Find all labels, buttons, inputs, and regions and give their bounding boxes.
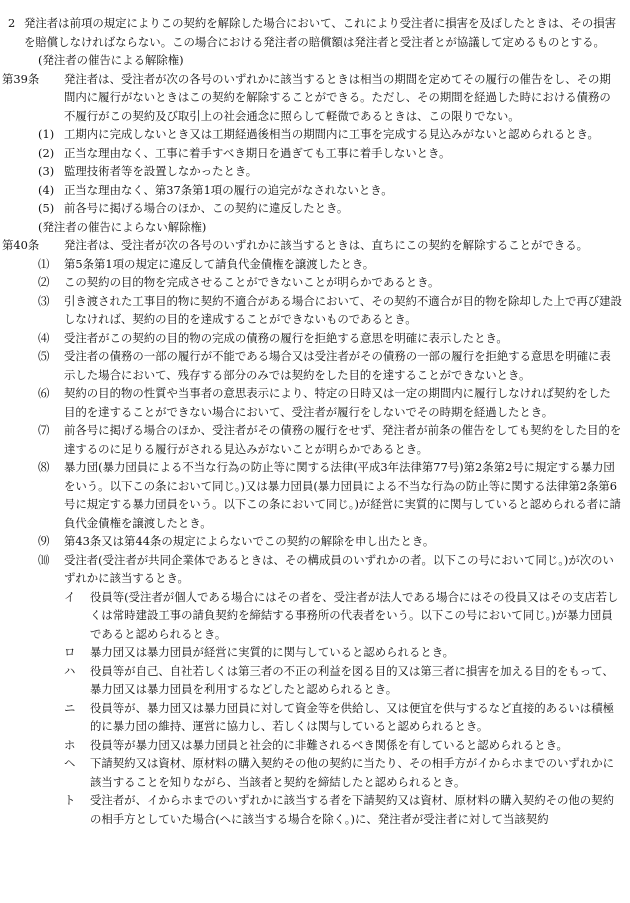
list-item [26, 384, 622, 421]
paragraph-number: 2 [8, 16, 16, 30]
article-number: 第39条 [2, 71, 40, 86]
list-item-text: 引き渡された工事目的物に契約不適合がある場合において、その契約不適合が目的物を除却した上で再び建設しなければ、契約の目的を達成することができないものであるとき。 [64, 293, 622, 326]
article-39-items [26, 125, 622, 218]
list-item-number: ⑼ [38, 534, 50, 548]
sub-item [26, 791, 622, 828]
list-item [26, 458, 622, 532]
list-item-number: ⑸ [38, 349, 50, 363]
sub-item-text: 暴力団又は暴力団員が経営に実質的に関与していると認められるとき。 [90, 645, 455, 659]
list-item-text: 正当な理由なく、第37条第1項の履行の追完がなされないとき。 [64, 182, 393, 197]
sub-item-text: 役員等(受注者が個人である場合にはその者を、受注者が法人である場合にはその役員又はその支店若しくは常時建設工事の請負契約を締結する事務所の代表者をいう。以下この号において同じ。)が暴力団員であると認められるとき。 [90, 589, 619, 641]
list-item [26, 125, 622, 144]
list-item [26, 329, 622, 348]
sub-item-text: 役員等が暴力団又は暴力団員と社会的に非難されるべき関係を有していると認められるとき。 [90, 737, 568, 752]
sub-item-number: イ [64, 589, 76, 604]
list-item [26, 181, 622, 200]
sub-item [26, 662, 622, 699]
list-item-text: 受注者がこの契約の目的物の完成の債務の履行を拒絶する意思を明確に表示したとき。 [64, 330, 508, 345]
list-item-number: (3) [38, 164, 55, 178]
sub-item [26, 754, 622, 791]
list-item-text: 工期内に完成しないとき又は工期経過後相当の期間内に工事を完成する見込みがないと認められるとき。 [64, 127, 599, 141]
list-item [26, 551, 622, 588]
list-item-text: 暴力団(暴力団員による不当な行為の防止等に関する法律(平成3年法律第77号)第2条第2号に規定する暴力団をいう。以下この条において同じ。)又は暴力団員(暴力団員による不当な行為の防止等に関する法律第2条第6号に規定する暴力団員をいう。以下この条において同じ。)が経営に実質的に関与していると認められる者に請負代金債権を譲渡したとき。 [64, 460, 621, 530]
list-item [26, 421, 622, 458]
article-40-subitems [26, 588, 622, 829]
list-item-text: 第5条第1項の規定に違反して請負代金債権を譲渡したとき。 [64, 256, 375, 271]
list-item-text: 前各号に掲げる場合のほか、この契約に違反したとき。 [64, 201, 349, 215]
list-item-text: 受注者(受注者が共同企業体であるときは、その構成員のいずれかの者。以下この号において同じ。)が次のいずれかに該当するとき。 [64, 552, 614, 585]
article-40-heading: (発注者の催告によらない解除権) [38, 219, 207, 234]
list-item-number: (1) [38, 127, 55, 141]
list-item-number: ⑴ [38, 256, 50, 271]
paragraph-text: 発注者は前項の規定によりこの契約を解除した場合において、これにより受注者に損害を及ぼしたときは、その損害を賠償しなければならない。この場合における発注者の賠償額は発注者と受注者とが協議して定めるものとする。 [24, 16, 617, 49]
article-40-items [26, 255, 622, 588]
sub-item [26, 643, 622, 662]
sub-item-number: ホ [64, 737, 76, 752]
sub-item-text: 受注者が、イからホまでのいずれかに該当する者を下請契約又は資材、原材料の購入契約その他の契約の相手方としていた場合(ヘに該当する場合を除く。)に、発注者が受注者に対して当該契約 [90, 793, 614, 826]
sub-item [26, 588, 622, 644]
article-40 [2, 236, 622, 255]
sub-item-text: 役員等が、暴力団又は暴力団員に対して資金等を供給し、又は便宜を供与するなど直接的あるいは積極的に暴力団の維持、運営に協力し、若しくは関与していると認められるとき。 [90, 700, 614, 733]
list-item [26, 199, 622, 218]
list-item-text: 受注者の債務の一部の履行が不能である場合又は受注者がその債務の一部の履行を拒絶する意思を明確に表示した場合において、残存する部分のみでは契約をした目的を達することができないとき。 [64, 349, 611, 382]
list-item-text: 正当な理由なく、工事に着手すべき期日を過ぎても工事に着手しないとき。 [64, 145, 451, 160]
list-item-text: 契約の目的物の性質や当事者の意思表示により、特定の日時又は一定の期間内に履行しなければ契約をした目的を達することができない場合において、受注者が履行をしないでその時期を経過したとき。 [64, 386, 611, 419]
sub-item [26, 736, 622, 755]
list-item-number: ⑻ [38, 460, 50, 474]
sub-item [26, 699, 622, 736]
list-item-text: 監理技術者等を設置しなかったとき。 [64, 164, 258, 178]
list-item-number: ⑵ [38, 275, 50, 289]
article-text: 発注者は、受注者が次の各号のいずれかに該当するときは、直ちにこの契約を解除することができる。 [64, 238, 588, 252]
sub-item-number: ロ [64, 645, 76, 659]
list-item [26, 162, 622, 181]
list-item [26, 347, 622, 384]
article-39-heading: (発注者の催告による解除権) [38, 53, 184, 67]
sub-item-number: ト [64, 793, 76, 807]
list-item-number: ⑹ [38, 386, 50, 400]
sub-item-number: ニ [64, 700, 76, 715]
list-item [26, 273, 622, 292]
list-item-number: (2) [38, 145, 55, 160]
list-item-text: 第43条又は第44条の規定によらないでこの契約の解除を申し出たとき。 [64, 534, 435, 548]
sub-item-number: ヘ [64, 756, 76, 770]
article-38-paragraph-2 [8, 14, 622, 51]
list-item [26, 292, 622, 329]
list-item-number: ⑷ [38, 330, 50, 345]
sub-item-text: 下請契約又は資材、原材料の購入契約その他の契約に当たり、その相手方がイからホまでのいずれかに該当することを知りながら、当該者と契約を締結したと認められるとき。 [90, 756, 614, 789]
list-item [26, 255, 622, 274]
list-item [26, 532, 622, 551]
sub-item-number: ハ [64, 663, 76, 678]
list-item-number: (5) [38, 201, 55, 215]
list-item-text: 前各号に掲げる場合のほか、受注者がその債務の履行をせず、発注者が前条の催告をしても契約をした目的を達するのに足りる履行がされる見込みがないことが明らかであるとき。 [64, 423, 622, 456]
list-item-text: この契約の目的物を完成させることができないことが明らかであるとき。 [64, 275, 440, 289]
article-text: 発注者は、受注者が次の各号のいずれかに該当するときは相当の期間を定めてその履行の催告をし、その期間内に履行がないときはこの契約を解除することができる。ただし、その期間を経過した時における債務の不履行がこの契約及び取引上の社会通念に照らして軽微であるときは、この限りでない。 [64, 71, 611, 123]
sub-item-text: 役員等が自己、自社若しくは第三者の不正の利益を図る目的又は第三者に損害を加える目的をもって、暴力団又は暴力団員を利用するなどしたと認められるとき。 [90, 663, 614, 696]
article-number: 第40条 [2, 238, 40, 252]
list-item-number: (4) [38, 182, 55, 197]
list-item [26, 144, 622, 163]
list-item-number: ⑺ [38, 423, 50, 437]
list-item-number: ⑶ [38, 293, 50, 308]
article-39 [2, 70, 622, 126]
list-item-number: ⑽ [38, 552, 50, 567]
